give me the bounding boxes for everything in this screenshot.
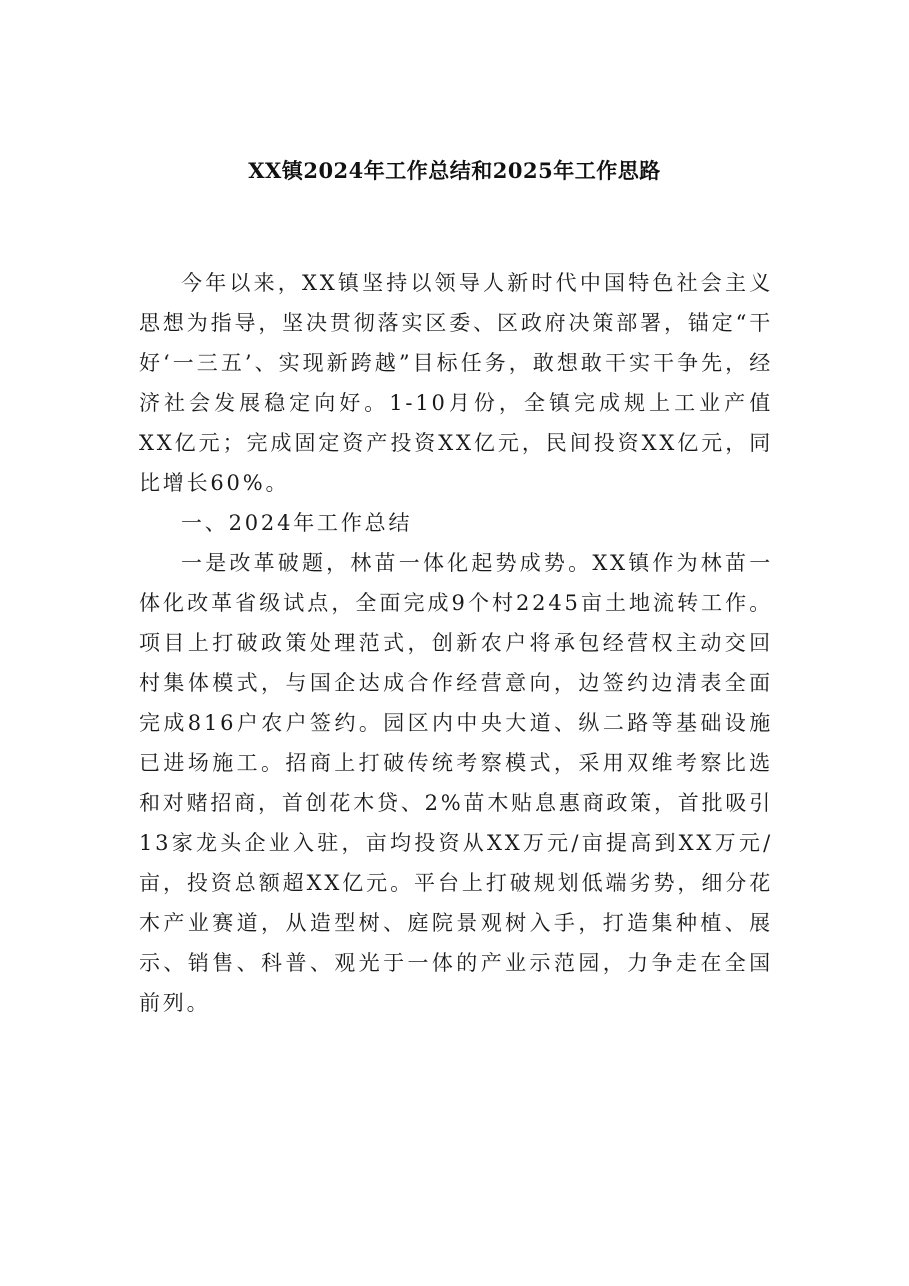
document-body (139, 263, 773, 1023)
section-heading: 一、2024年工作总结 (181, 511, 413, 535)
paragraph-reform: 一是改革破题，林苗一体化起势成势。XX镇作为林苗一体化改革省级试点，全面完成9个村2245亩土地流转工作。项目上打破政策处理范式，创新农户将承包经营权主动交回村集体模式，与国企达成合作经营意向，边签约边清表全面完成816户农户签约。园区内中央大道、纵二路等基础设施已进场施工。招商上打破传统考察模式，采用双维考察比选和对赌招商，首创花木贷、2%苗木贴息惠商政策，首批吸引13家龙头企业入驻，亩均投资从XX万元/亩提高到XX万元/亩，投资总额超XX亿元。平台上打破规划低端劣势，细分花木产业赛道，从造型树、庭院景观树入手，打造集种植、展示、销售、科普、观光于一体的产业示范园，力争走在全国前列。 (139, 551, 773, 1015)
document-title: XX镇2024年工作总结和2025年工作思路 (248, 158, 661, 183)
paragraph-intro: 今年以来，XX镇坚持以领导人新时代中国特色社会主义思想为指导，坚决贯彻落实区委、区政府决策部署，锚定“干好‘一三五’、实现新跨越”目标任务，敢想敢干实干争先，经济社会发展稳定向好。1-10月份，全镇完成规上工业产值XX亿元；完成固定资产投资XX亿元，民间投资XX亿元，同比增长60%。 (139, 271, 773, 495)
